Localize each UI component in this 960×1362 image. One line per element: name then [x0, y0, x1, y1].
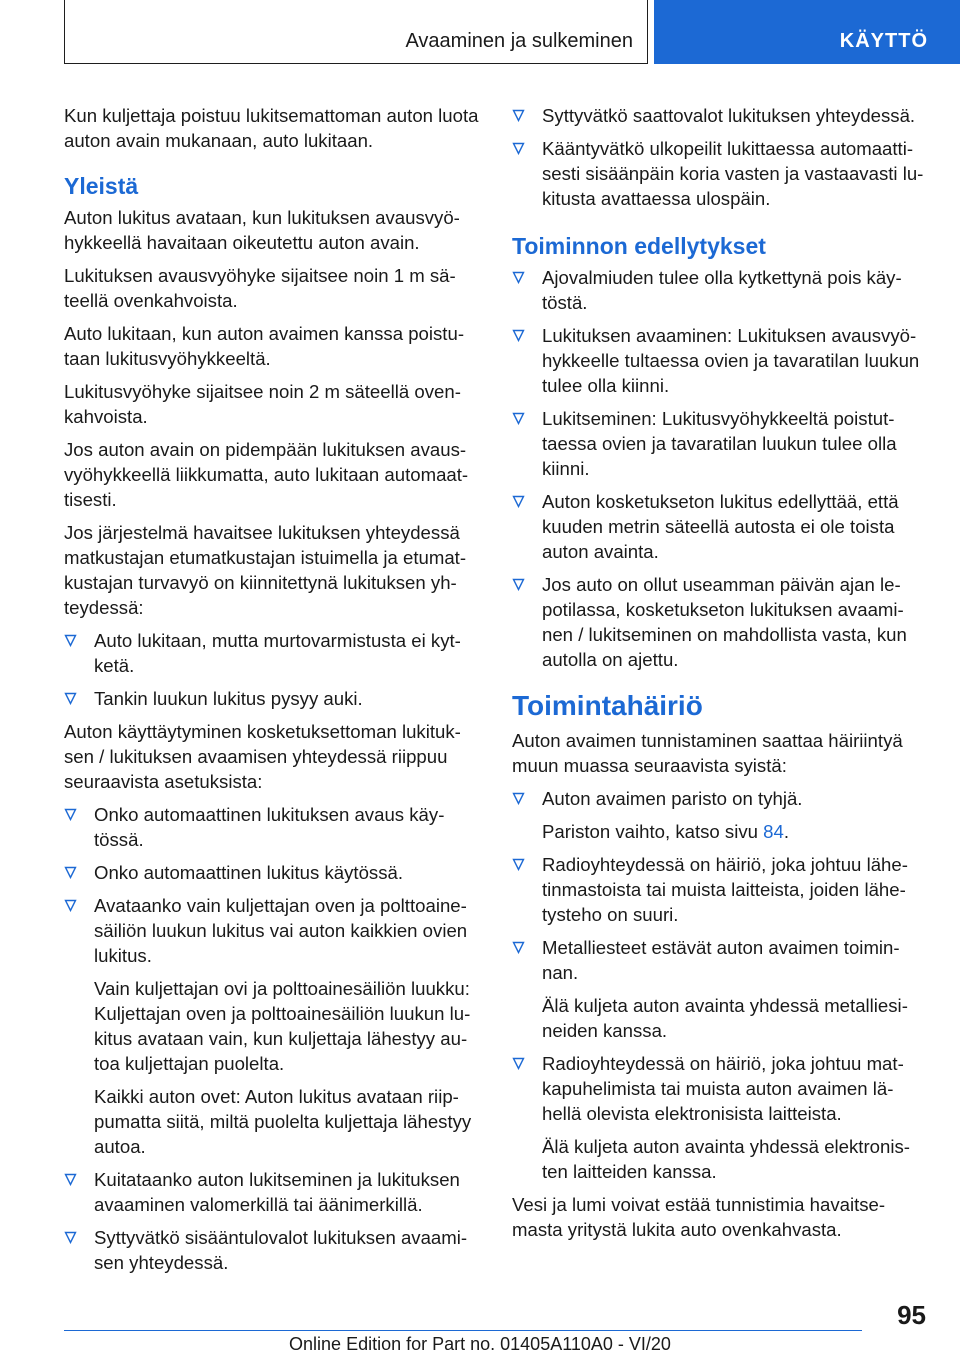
list-item-subtext: Kaikki auton ovet: Auton lukitus avataan riippumatta siitä, miltä puolelta kuljettaja lähestyy autoa. — [94, 1086, 472, 1157]
header-section-title: Avaaminen ja sulkeminen — [405, 30, 633, 52]
bullet-triangle-icon — [64, 692, 77, 705]
heading-malfunction: Toimintahäiriö — [512, 690, 703, 721]
paragraph: Jos auton avain on pidempään lukituksen avausvyöhykkeellä liikkumatta, auto lukitaan automaattisesti. — [64, 439, 469, 510]
left-column — [64, 103, 479, 1283]
list-item — [64, 893, 479, 968]
subtext-suffix: . — [783, 821, 790, 842]
list-item-text: Syttyvätkö saattovalot lukituksen yhteydessä. — [542, 105, 916, 126]
footer-edition-text: Online Edition for Part no. 01405A110A0 - VI/20 — [289, 1334, 671, 1354]
list-item-subtext: Vain kuljettajan ovi ja polttoainesäiliön luukku: Kuljettajan oven ja polttoainesäiliön luukun lukitus avataan vain, kun kuljettaja lähestyy autoa kuljettajan puolelta. — [94, 978, 471, 1074]
bullet-triangle-icon — [64, 634, 77, 647]
list-item-text: Ajovalmiuden tulee olla kytkettynä pois käytöstä. — [542, 267, 902, 313]
paragraph: Lukituksen avausvyöhyke sijaitsee noin 1 m säteellä ovenkahvoista. — [64, 265, 456, 311]
bullet-triangle-icon — [64, 1231, 77, 1244]
list-item — [512, 265, 926, 315]
bullet-triangle-icon — [512, 142, 525, 155]
bullet-triangle-icon — [512, 578, 525, 591]
bullet-triangle-icon — [512, 329, 525, 342]
paragraph: Auton avaimen tunnistaminen saattaa häiriintyä muun muassa seuraavista syistä: — [512, 730, 903, 776]
heading-general: Yleistä — [64, 173, 139, 199]
list-item — [512, 1051, 926, 1126]
list-item-subtext: Älä kuljeta auton avainta yhdessä metalliesineiden kanssa. — [542, 995, 908, 1041]
list-item — [64, 686, 479, 711]
header-section-box — [64, 0, 648, 64]
header-chapter-tab — [654, 0, 960, 64]
list-item-text: Auton kosketukseton lukitus edellyttää, että kuuden metrin säteellä autosta ei ole toista auton avainta. — [542, 491, 899, 562]
bullet-triangle-icon — [512, 271, 525, 284]
list-item-text: Lukituksen avaaminen: Lukituksen avausvyöhykkeelle tultaessa ovien ja tavaratilan luukun tulee olla kiinni. — [542, 325, 920, 396]
bullet-triangle-icon — [64, 899, 77, 912]
list-item-text: Radioyhteydessä on häiriö, joka johtuu matkapuhelimista tai muista auton avaimen lähellä olevista elektronisista laitteista. — [542, 1053, 904, 1124]
list-item — [512, 935, 926, 985]
list-item — [512, 136, 926, 211]
list-item — [64, 1225, 479, 1275]
bullet-triangle-icon — [512, 109, 525, 122]
header-chapter-title: KÄYTTÖ — [839, 30, 928, 52]
page-link[interactable]: 84 — [763, 821, 784, 842]
list-item-text: Tankin luukun lukitus pysyy auki. — [94, 688, 363, 709]
list-item-text: Kääntyvätkö ulkopeilit lukittaessa automaattisesti sisäänpäin koria vasten ja vastaavasti lukitusta avattaessa ulospäin. — [542, 138, 924, 209]
list-item-subtext: Älä kuljeta auton avainta yhdessä elektronisten laitteiden kanssa. — [542, 1136, 910, 1182]
list-item — [512, 323, 926, 398]
subtext-prefix: Pariston vaihto, katso sivu — [542, 821, 758, 842]
intro-paragraph: Kun kuljettaja poistuu lukitsemattoman auton luota auton avain mukanaan, auto lukitaan. — [64, 105, 479, 151]
list-item-text: Syttyvätkö sisääntulovalot lukituksen avaamisen yhteydessä. — [94, 1227, 468, 1273]
list-item — [64, 802, 479, 852]
list-item — [64, 1167, 479, 1217]
list-item-text: Jos auto on ollut useamman päivän ajan lepotilassa, kosketukseton lukituksen avaaminen / lukitseminen on mahdollista vasta, kun autolla on ajettu. — [542, 574, 907, 670]
bullet-triangle-icon — [512, 412, 525, 425]
page-number: 95 — [897, 1300, 926, 1330]
list-item-text: Onko automaattinen lukituksen avaus käytössä. — [94, 804, 445, 850]
footer-divider — [64, 1330, 862, 1331]
list-item — [512, 406, 926, 481]
paragraph: Auto lukitaan, kun auton avaimen kanssa poistutaan lukitusvyöhykkeeltä. — [64, 323, 465, 369]
paragraph: Jos järjestelmä havaitsee lukituksen yhteydessä matkustajan etumatkustajan istuimella ja etumatkustajan turvavyö on kiinnitettynä lukituksen yhteydessä: — [64, 522, 467, 618]
list-item-text: Metalliesteet estävät auton avaimen toiminnan. — [542, 937, 900, 983]
paragraph: Vesi ja lumi voivat estää tunnistimia havaitsemasta yritystä lukita auto ovenkahvasta. — [512, 1194, 886, 1240]
paragraph: Lukitusvyöhyke sijaitsee noin 2 m säteellä ovenkahvoista. — [64, 381, 461, 427]
list-item — [64, 628, 479, 678]
list-item-subtext — [512, 819, 926, 844]
heading-prerequisites: Toiminnon edellytykset — [512, 233, 766, 259]
paragraph: Auton käyttäytyminen kosketuksettoman lukituksen / lukituksen avaamisen yhteydessä riippuu seuraavista asetuksista: — [64, 721, 461, 792]
list-item-text: Auton avaimen paristo on tyhjä. — [542, 788, 803, 809]
list-item — [64, 860, 479, 885]
list-item-text: Lukitseminen: Lukitusvyöhykkeeltä poistuttaessa ovien ja tavaratilan luukun tulee olla kiinni. — [542, 408, 897, 479]
list-item-text: Avataanko vain kuljettajan oven ja polttoainesäiliön luukun lukitus vai auton kaikkien ovien lukitus. — [94, 895, 468, 966]
bullet-triangle-icon — [64, 866, 77, 879]
bullet-triangle-icon — [64, 808, 77, 821]
list-item-text: Radioyhteydessä on häiriö, joka johtuu lähetinmastoista tai muista laitteista, joiden lähetysteho on suuri. — [542, 854, 908, 925]
list-item — [512, 489, 926, 564]
bullet-triangle-icon — [512, 792, 525, 805]
bullet-triangle-icon — [512, 495, 525, 508]
bullet-triangle-icon — [512, 858, 525, 871]
list-item-text: Onko automaattinen lukitus käytössä. — [94, 862, 404, 883]
paragraph: Auton lukitus avataan, kun lukituksen avausvyöhykkeellä havaitaan oikeutettu auton avain. — [64, 207, 460, 253]
list-item-text: Kuitataanko auton lukitseminen ja lukituksen avaaminen valomerkillä tai äänimerkillä. — [94, 1169, 460, 1215]
bullet-triangle-icon — [512, 1057, 525, 1070]
list-item — [512, 103, 926, 128]
list-item — [512, 852, 926, 927]
list-item-text: Auto lukitaan, mutta murtovarmistusta ei kytketä. — [94, 630, 461, 676]
bullet-triangle-icon — [512, 941, 525, 954]
bullet-triangle-icon — [64, 1173, 77, 1186]
list-item — [512, 572, 926, 672]
list-item — [512, 786, 926, 811]
right-column — [512, 103, 926, 1250]
